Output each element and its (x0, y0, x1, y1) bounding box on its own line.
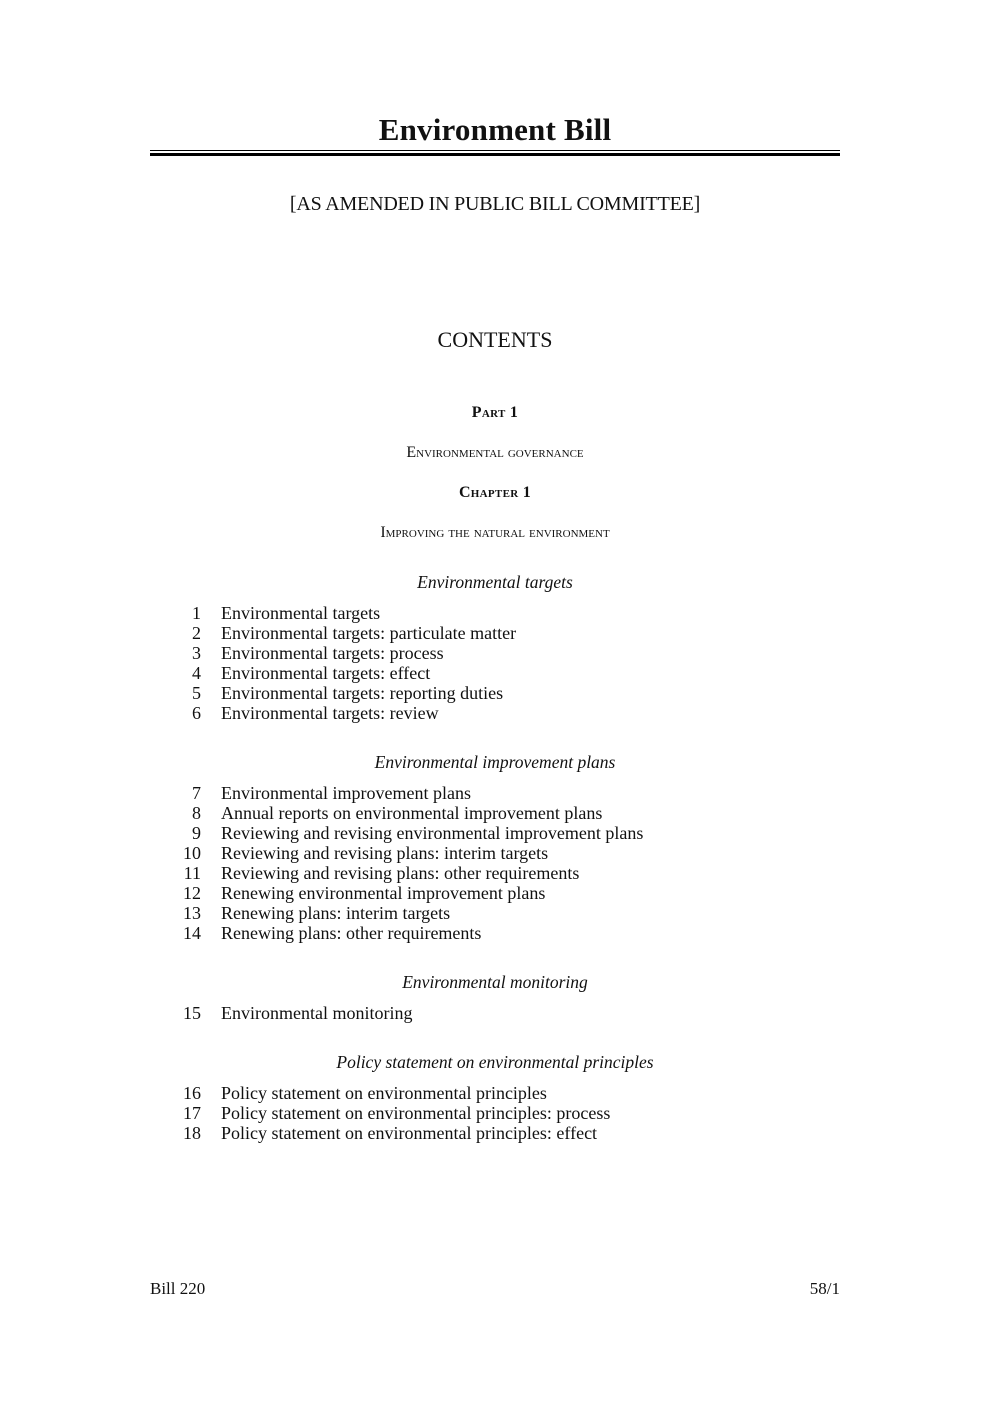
section-number: 16 (183, 1083, 201, 1103)
chapter-label: Chapter 1 (458, 484, 532, 501)
section-number: 1 (192, 603, 201, 623)
group-heading-environmental-targets: Environmental targets (417, 572, 573, 592)
section-title: Renewing plans: other requirements (221, 923, 482, 943)
contents-entry[interactable] (150, 603, 840, 623)
section-number: 11 (183, 863, 201, 883)
section-number: 4 (192, 663, 201, 683)
contents-entry[interactable] (150, 783, 840, 803)
contents-heading: CONTENTS (437, 327, 553, 352)
section-title: Policy statement on environmental principles: effect (221, 1123, 598, 1143)
section-title: Annual reports on environmental improvement plans (221, 803, 603, 823)
section-title: Environmental monitoring (221, 1003, 413, 1023)
contents-entry[interactable] (150, 643, 840, 663)
group-heading-environmental-monitoring: Environmental monitoring (402, 972, 588, 992)
section-title: Reviewing and revising environmental improvement plans (221, 823, 644, 843)
section-number: 12 (183, 883, 201, 903)
section-title: Environmental targets: effect (221, 663, 431, 683)
contents-entry[interactable] (150, 823, 840, 843)
contents-entry[interactable] (150, 703, 840, 723)
section-number: 13 (183, 903, 201, 923)
section-number: 6 (192, 703, 201, 723)
section-title: Reviewing and revising plans: interim targets (221, 843, 549, 863)
entry-list-environmental-monitoring (150, 1003, 840, 1023)
section-title: Renewing plans: interim targets (221, 903, 451, 923)
entry-list-policy-statement (150, 1083, 840, 1143)
contents-entry[interactable] (150, 1003, 840, 1023)
entry-list-environmental-improvement-plans (150, 783, 840, 943)
section-title: Environmental targets: particulate matter (221, 623, 517, 643)
contents-entry[interactable] (150, 923, 840, 943)
section-number: 5 (192, 683, 201, 703)
group-heading-policy-statement: Policy statement on environmental principles (336, 1052, 654, 1072)
document-title: Environment Bill (378, 112, 612, 147)
section-number: 17 (183, 1103, 201, 1123)
section-title: Environmental improvement plans (221, 783, 471, 803)
section-number: 8 (192, 803, 201, 823)
contents-entry[interactable] (150, 883, 840, 903)
contents-entry[interactable] (150, 1103, 840, 1123)
section-title: Renewing environmental improvement plans (221, 883, 546, 903)
section-title: Policy statement on environmental principles: process (221, 1103, 611, 1123)
section-number: 18 (183, 1123, 201, 1143)
section-number: 10 (183, 843, 201, 863)
contents-entry[interactable] (150, 623, 840, 643)
section-number: 7 (192, 783, 201, 803)
section-number: 9 (192, 823, 201, 843)
contents-entry[interactable] (150, 683, 840, 703)
group-heading-environmental-improvement-plans: Environmental improvement plans (374, 752, 616, 772)
contents-entry[interactable] (150, 1083, 840, 1103)
part-label: Part 1 (471, 404, 519, 421)
title-rule-thin (150, 150, 840, 151)
chapter-title: Improving the natural environment (380, 524, 610, 541)
section-title: Reviewing and revising plans: other requirements (221, 863, 580, 883)
section-title: Environmental targets (221, 603, 381, 623)
entry-list-environmental-targets (150, 603, 840, 723)
contents-entry[interactable] (150, 843, 840, 863)
footer-bill-number: Bill 220 (150, 1279, 206, 1298)
section-number: 14 (183, 923, 201, 943)
section-number: 15 (183, 1003, 201, 1023)
footer-page-reference: 58/1 (809, 1279, 840, 1298)
section-title: Policy statement on environmental principles (221, 1083, 547, 1103)
section-title: Environmental targets: process (221, 643, 444, 663)
contents-entry[interactable] (150, 663, 840, 683)
document-subtitle: [AS AMENDED IN PUBLIC BILL COMMITTEE] (289, 193, 701, 215)
section-title: Environmental targets: reporting duties (221, 683, 504, 703)
title-rule-thick (150, 153, 840, 156)
section-title: Environmental targets: review (221, 703, 439, 723)
part-title: Environmental governance (406, 444, 584, 461)
contents-entry[interactable] (150, 803, 840, 823)
contents-entry[interactable] (150, 903, 840, 923)
contents-entry[interactable] (150, 1123, 840, 1143)
section-number: 3 (192, 643, 201, 663)
contents-entry[interactable] (150, 863, 840, 883)
section-number: 2 (192, 623, 201, 643)
